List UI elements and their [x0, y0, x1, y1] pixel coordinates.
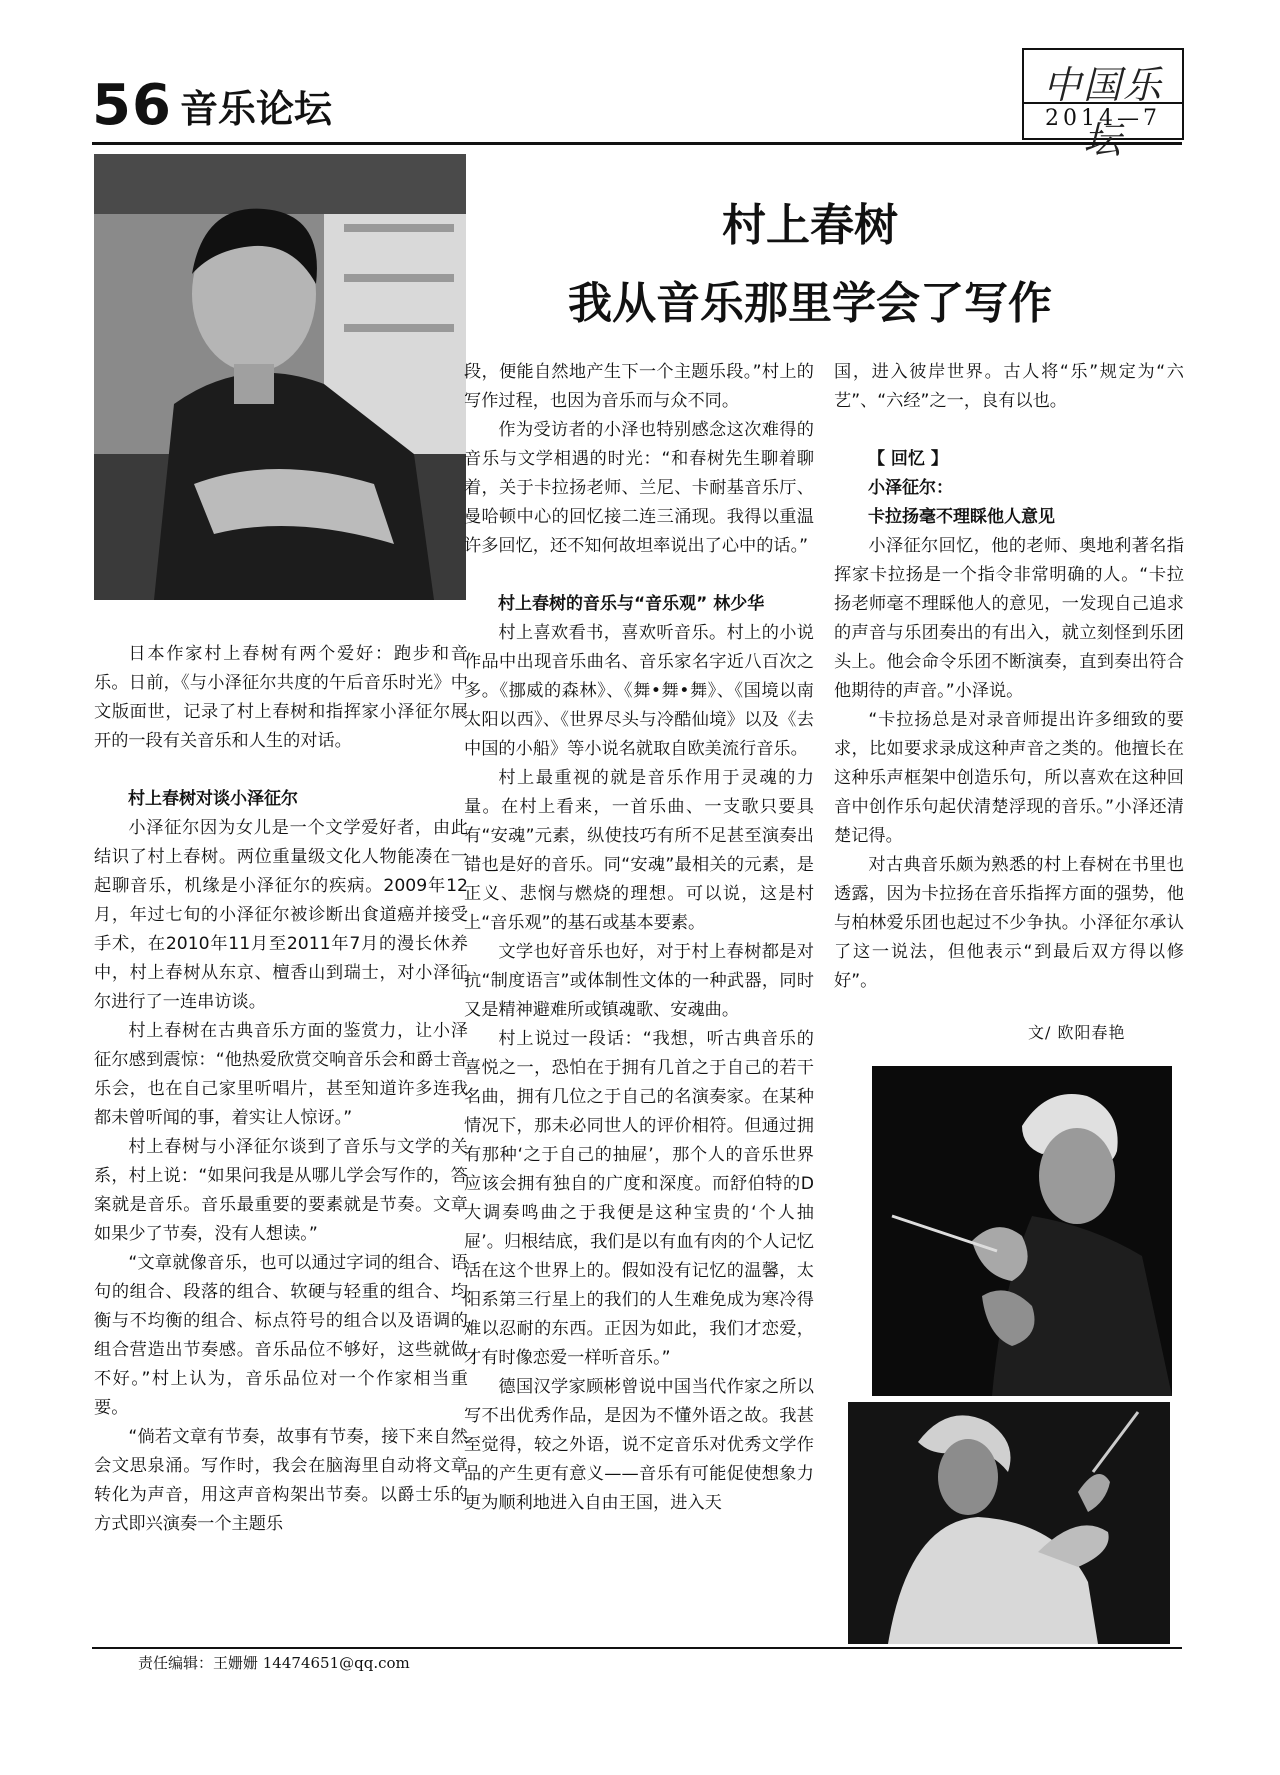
paragraph: 小泽征尔因为女儿是一个文学爱好者，由此结识了村上春树。两位重量级文化人物能凑在一起聊音乐，机缘是小泽征尔的疾病。2009年12月，年过七旬的小泽征尔被诊断出食道癌并接受手术，在2010年11月至2011年7月的漫长休养中，村上春树从东京、檀香山到瑞士，对小泽征尔进行了一连串访谈。	[94, 818, 468, 1012]
paragraph: “文章就像音乐，也可以通过字词的组合、语句的组合、段落的组合、软硬与轻重的组合、均衡与不均衡的组合、标点符号的组合以及语调的组合营造出节奏感。音乐品位不够好，这些就做不好。”村上认为，音乐品位对一个作家相当重要。	[94, 1253, 468, 1418]
article-title-line1: 村上春树	[722, 200, 898, 251]
paragraph: 村上说过一段话：“我想，听古典音乐的喜悦之一，恐怕在于拥有几首之于自己的若干名曲，拥有几位之于自己的名演奏家。在某种情况下，那未必同世人的评价相符。但通过拥有那种‘之于自己的抽屉’，那个人的音乐世界应该会拥有独自的广度和深度。而舒伯特的D大调奏鸣曲之于我便是这种宝贵的‘个人抽屉’。归根结底，我们是以有血有肉的个人记忆活在这个世界上的。假如没有记忆的温馨，太阳系第三行星上的我们的人生难免成为寒冷得难以忍耐的东西。正因为如此，我们才恋爱，才有时像恋爱一样听音乐。”	[464, 1029, 814, 1368]
intro-paragraph: 日本作家村上春树有两个爱好：跑步和音乐。日前，《与小泽征尔共度的午后音乐时光》中文版面世，记录了村上春树和指挥家小泽征尔展开的一段有关音乐和人生的对话。	[94, 644, 468, 751]
section3-subheading1: 小泽征尔：	[868, 478, 953, 498]
issue-number: 2014—7	[1045, 106, 1161, 131]
karajan-photo	[872, 1066, 1172, 1396]
section1-heading: 村上春树对谈小泽征尔	[128, 789, 298, 809]
paragraph-continued: 国，进入彼岸世界。古人将“乐”规定为“六艺”、“六经”之一，良有以也。	[834, 362, 1184, 411]
author-byline: 文/ 欧阳春艳	[1028, 1023, 1126, 1042]
murakami-photo	[94, 154, 466, 600]
footer-rule	[92, 1647, 1182, 1649]
paragraph-continued: 段，便能自然地产生下一个主题乐段。”村上的写作过程，也因为音乐而与众不同。	[464, 362, 814, 411]
paragraph: 村上春树在古典音乐方面的鉴赏力，让小泽征尔感到震惊：“他热爱欣赏交响音乐会和爵士音乐会，也在自己家里听唱片，甚至知道许多连我都未曾听闻的事，着实让人惊讶。”	[94, 1021, 468, 1128]
section2-heading: 村上春树的音乐与“音乐观” 林少华	[498, 594, 765, 614]
text-column-3	[834, 358, 1184, 996]
text-column-1	[94, 640, 468, 1539]
paragraph: 德国汉学家顾彬曾说中国当代作家之所以写不出优秀作品，是因为不懂外语之故。我甚至觉得，较之外语，说不定音乐对优秀文学作品的产生更有意义——音乐有可能促使想象力更为顺利地进入自由王国，进入天	[464, 1377, 814, 1513]
header-rule	[92, 142, 1182, 145]
paragraph: “卡拉扬总是对录音师提出许多细致的要求，比如要求录成这种声音之类的。他擅长在这种乐声框架中创造乐句，所以喜欢在这种回音中创作乐句起伏清楚浮现的音乐。”小泽还清楚记得。	[834, 710, 1184, 846]
article-title-line2: 我从音乐那里学会了写作	[568, 278, 1052, 329]
text-column-2	[464, 358, 814, 1518]
paragraph: “倘若文章有节奏，故事有节奏，接下来自然会文思泉涌。写作时，我会在脑海里自动将文章转化为声音，用这声音构架出节奏。以爵士乐的方式即兴演奏一个主题乐	[94, 1427, 468, 1534]
section-title: 音乐论坛	[180, 87, 333, 131]
paragraph: 村上喜欢看书，喜欢听音乐。村上的小说作品中出现音乐曲名、音乐家名字近八百次之多。《挪威的森林》、《舞•舞•舞》、《国境以南 太阳以西》、《世界尽头与冷酷仙境》以及《去中国的小船》等小说名就取自欧美流行音乐。	[464, 623, 814, 759]
memory-tag: 【 回忆 】	[868, 449, 948, 469]
paragraph: 文学也好音乐也好，对于村上春树都是对抗“制度语言”或体制性文体的一种武器，同时又是精神避难所或镇魂歌、安魂曲。	[464, 942, 814, 1020]
paragraph: 村上最重视的就是音乐作用于灵魂的力量。在村上看来，一首乐曲、一支歌只要具有“安魂”元素，纵使技巧有所不足甚至演奏出错也是好的音乐。同“安魂”最相关的元素，是正义、悲悯与燃烧的理想。可以说，这是村上“音乐观”的基石或基本要素。	[464, 768, 814, 933]
masthead-divider	[1024, 102, 1182, 104]
paragraph: 村上春树与小泽征尔谈到了音乐与文学的关系，村上说：“如果问我是从哪儿学会写作的，答案就是音乐。音乐最重要的要素就是节奏。文章如果少了节奏，没有人想读。”	[94, 1137, 468, 1244]
page-number: 56	[92, 73, 172, 138]
editor-credit: 责任编辑：王姗姗 14474651@qq.com	[138, 1654, 410, 1672]
paragraph: 对古典音乐颇为熟悉的村上春树在书里也透露，因为卡拉扬在音乐指挥方面的强势，他与柏林爱乐团也起过不少争执。小泽征尔承认了这一说法，但他表示“到最后双方得以修好”。	[834, 855, 1184, 991]
magazine-masthead	[1022, 48, 1184, 162]
paragraph: 小泽征尔回忆，他的老师、奥地利著名指挥家卡拉扬是一个指令非常明确的人。“卡拉扬老师毫不理睬他人的意见，一发现自己追求的声音与乐团奏出的有出入，就立刻怪到乐团头上。他会命令乐团不断演奏，直到奏出符合他期待的声音。”小泽说。	[834, 536, 1184, 701]
magazine-name: 中国乐坛	[1042, 63, 1163, 162]
ozawa-photo	[848, 1402, 1170, 1644]
section3-subheading2: 卡拉扬毫不理睬他人意见	[868, 507, 1055, 527]
paragraph: 作为受访者的小泽也特别感念这次难得的音乐与文学相遇的时光：“和春树先生聊着聊着，关于卡拉扬老师、兰尼、卡耐基音乐厅、曼哈顿中心的回忆接二连三涌现。我得以重温许多回忆，还不知何故坦率说出了心中的话。”	[464, 420, 814, 556]
